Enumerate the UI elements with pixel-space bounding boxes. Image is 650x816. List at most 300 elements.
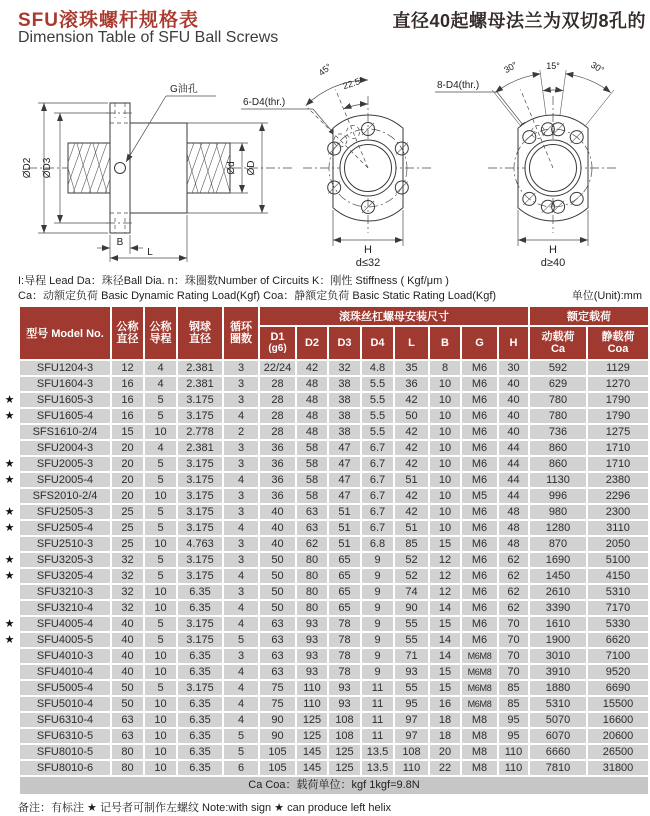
spec-cell: 48 [296, 376, 328, 392]
spec-cell: 58 [296, 488, 328, 504]
spec-cell: 6.7 [361, 440, 394, 456]
left-helix-star [1, 376, 19, 392]
model-no-cell: SFU1605-3 [19, 392, 111, 408]
spec-cell: 996 [529, 488, 587, 504]
spec-cell: 13.5 [361, 760, 394, 776]
spec-cell: 4 [223, 408, 259, 424]
spec-cell: 1880 [529, 680, 587, 696]
spec-cell: M6 [461, 440, 498, 456]
spec-cell: 3.175 [177, 552, 223, 568]
spec-cell: 62 [498, 600, 529, 616]
spec-cell: 38 [328, 408, 361, 424]
spec-cell: 63 [296, 504, 328, 520]
spec-cell: 85 [498, 680, 529, 696]
model-no-cell: SFU2005-3 [19, 456, 111, 472]
spec-cell: 110 [498, 744, 529, 760]
spec-cell: 10 [429, 472, 461, 488]
spec-cell: 13.5 [361, 744, 394, 760]
dim-label-l: L [147, 247, 153, 258]
spec-cell: 50 [259, 584, 296, 600]
spec-cell: 80 [296, 584, 328, 600]
model-no-cell: SFU3210-3 [19, 584, 111, 600]
spec-cell: 50 [111, 680, 144, 696]
spec-cell: 10 [429, 408, 461, 424]
spec-cell: 15 [429, 664, 461, 680]
table-row [1, 488, 649, 504]
spec-cell: 5330 [587, 616, 649, 632]
table-row [1, 712, 649, 728]
table-body [1, 360, 649, 776]
spec-cell: 2296 [587, 488, 649, 504]
spec-cell: 62 [498, 568, 529, 584]
spec-cell: 5 [144, 472, 177, 488]
spec-cell: 5 [144, 632, 177, 648]
spec-cell: 6.35 [177, 712, 223, 728]
spec-cell: 10 [429, 392, 461, 408]
spec-cell: 75 [259, 696, 296, 712]
page-subtitle: Dimension Table of SFU Ball Screws [18, 29, 279, 46]
spec-cell: M6 [461, 408, 498, 424]
spec-cell: 40 [259, 504, 296, 520]
table-row [1, 760, 649, 776]
spec-cell: 93 [328, 696, 361, 712]
spec-cell: 5 [144, 616, 177, 632]
spec-cell: 2.778 [177, 424, 223, 440]
spec-cell: 5 [144, 504, 177, 520]
table-row [1, 456, 649, 472]
spec-cell: 1450 [529, 568, 587, 584]
spec-cell: M6 [461, 552, 498, 568]
spec-cell: 5 [223, 744, 259, 760]
angle-225-label: 22.5° [341, 75, 365, 92]
spec-cell: 15 [111, 424, 144, 440]
spec-cell: 55 [394, 632, 429, 648]
spec-cell: 58 [296, 440, 328, 456]
spec-cell: 28 [259, 392, 296, 408]
spec-cell: 8 [429, 360, 461, 376]
spec-cell: 51 [328, 536, 361, 552]
spec-cell: 10 [144, 744, 177, 760]
technical-drawing [0, 56, 650, 276]
spec-cell: 780 [529, 408, 587, 424]
spec-cell: 108 [328, 712, 361, 728]
spec-cell: 97 [394, 712, 429, 728]
spec-cell: 70 [498, 616, 529, 632]
table-row [1, 376, 649, 392]
spec-cell: 1690 [529, 552, 587, 568]
spec-cell: 44 [498, 488, 529, 504]
spec-cell: 6 [223, 760, 259, 776]
spec-cell: 2610 [529, 584, 587, 600]
eight-holes-label: 8-D4(thr.) [437, 80, 480, 91]
spec-cell: 4 [223, 520, 259, 536]
spec-cell: 97 [394, 728, 429, 744]
left-helix-star: ★ [4, 458, 15, 470]
header-h: H [498, 326, 529, 360]
left-helix-star [1, 584, 19, 600]
spec-cell: 10 [429, 520, 461, 536]
spec-cell: 10 [144, 712, 177, 728]
spec-cell: 70 [498, 648, 529, 664]
spec-cell: 35 [394, 360, 429, 376]
spec-cell: 63 [296, 520, 328, 536]
spec-cell: M8 [461, 728, 498, 744]
spec-cell: 47 [328, 440, 361, 456]
spec-cell: 40 [259, 536, 296, 552]
spec-cell: 42 [394, 440, 429, 456]
spec-cell: 860 [529, 456, 587, 472]
spec-cell: 74 [394, 584, 429, 600]
spec-cell: 10 [144, 584, 177, 600]
table-row [1, 600, 649, 616]
model-no-cell: SFU6310-5 [19, 728, 111, 744]
spec-cell: 10 [144, 760, 177, 776]
spec-cell: 12 [429, 568, 461, 584]
spec-cell: 31800 [587, 760, 649, 776]
spec-cell: 1270 [587, 376, 649, 392]
spec-cell: 55 [394, 680, 429, 696]
spec-cell: 9 [361, 568, 394, 584]
cond-label-left: d≤32 [355, 257, 381, 269]
spec-cell: 3.175 [177, 568, 223, 584]
spec-cell: 3.175 [177, 392, 223, 408]
spec-cell: 9 [361, 648, 394, 664]
spec-cell: 44 [498, 472, 529, 488]
spec-cell: 9 [361, 616, 394, 632]
model-no-cell: SFU4010-4 [19, 664, 111, 680]
spec-cell: 6.35 [177, 696, 223, 712]
spec-cell: 10 [144, 600, 177, 616]
spec-cell: 6.35 [177, 664, 223, 680]
table-row [1, 472, 649, 488]
spec-cell: 9 [361, 664, 394, 680]
spec-cell: 48 [296, 408, 328, 424]
header-static-load: 静载荷 Coa [587, 326, 649, 360]
spec-cell: 90 [259, 728, 296, 744]
header-d1: D1 (g6) [259, 326, 296, 360]
left-helix-star: ★ [4, 618, 15, 630]
spec-cell: 5.5 [361, 376, 394, 392]
spec-cell: 110 [394, 760, 429, 776]
spec-cell: 125 [296, 728, 328, 744]
spec-cell: 736 [529, 424, 587, 440]
spec-cell: 52 [394, 552, 429, 568]
spec-cell: 93 [328, 680, 361, 696]
spec-cell: 50 [259, 568, 296, 584]
spec-cell: M8 [461, 744, 498, 760]
spec-cell: 9520 [587, 664, 649, 680]
flange-note-title: 直径40起螺母法兰为双切8孔的 [392, 11, 646, 31]
spec-cell: 3.175 [177, 488, 223, 504]
table-row [1, 632, 649, 648]
dim-label-D: ØD [246, 160, 257, 176]
spec-cell: 22 [429, 760, 461, 776]
spec-cell: 3 [223, 648, 259, 664]
spec-cell: 6.8 [361, 536, 394, 552]
spec-cell: M6M8 [461, 696, 498, 712]
spec-cell: 25 [111, 504, 144, 520]
spec-cell: 80 [111, 760, 144, 776]
spec-cell: 65 [328, 584, 361, 600]
model-no-cell: SFS1610-2/4 [19, 424, 111, 440]
spec-cell: 32 [111, 552, 144, 568]
spec-cell: 11 [361, 728, 394, 744]
spec-cell: 3.175 [177, 520, 223, 536]
spec-cell: 63 [111, 712, 144, 728]
header-d4: D4 [361, 326, 394, 360]
spec-cell: 25 [111, 536, 144, 552]
spec-cell: 28 [259, 408, 296, 424]
spec-cell: 11 [361, 696, 394, 712]
spec-cell: 40 [111, 664, 144, 680]
spec-cell: M6M8 [461, 648, 498, 664]
spec-cell: 36 [394, 376, 429, 392]
left-helix-star [1, 536, 19, 552]
spec-cell: 65 [328, 600, 361, 616]
spec-cell: 44 [498, 456, 529, 472]
spec-cell: 50 [394, 408, 429, 424]
spec-cell: 62 [498, 552, 529, 568]
model-no-cell: SFU6310-4 [19, 712, 111, 728]
spec-cell: 78 [328, 632, 361, 648]
spec-cell: M6M8 [461, 680, 498, 696]
left-helix-star [1, 488, 19, 504]
spec-cell: 42 [394, 424, 429, 440]
header-model: 型号 Model No. [19, 306, 111, 360]
spec-cell: 58 [296, 472, 328, 488]
spec-cell: 95 [498, 712, 529, 728]
table-row [1, 648, 649, 664]
spec-cell: 71 [394, 648, 429, 664]
spec-cell: M6 [461, 600, 498, 616]
spec-cell: 10 [429, 504, 461, 520]
spec-cell: 20600 [587, 728, 649, 744]
spec-cell: M6 [461, 504, 498, 520]
spec-cell: 51 [394, 520, 429, 536]
spec-cell: 870 [529, 536, 587, 552]
spec-cell: 78 [328, 664, 361, 680]
spec-cell: 38 [328, 392, 361, 408]
spec-cell: 11 [361, 712, 394, 728]
spec-cell: 14 [429, 600, 461, 616]
table-row [1, 616, 649, 632]
header-circuits: 循环 圈数 [223, 306, 259, 360]
spec-cell: 145 [296, 760, 328, 776]
spec-cell: 47 [328, 488, 361, 504]
header-ball-diameter: 钢球 直径 [177, 306, 223, 360]
spec-cell: 26500 [587, 744, 649, 760]
spec-cell: 3 [223, 488, 259, 504]
angle-30-left-label: 30° [502, 59, 519, 76]
spec-cell: 36 [259, 488, 296, 504]
spec-cell: 10 [144, 424, 177, 440]
oil-hole-icon [115, 163, 126, 174]
header-nominal-lead: 公称 导程 [144, 306, 177, 360]
spec-cell: 62 [296, 536, 328, 552]
table-row [1, 680, 649, 696]
spec-cell: 42 [296, 360, 328, 376]
spec-cell: 65 [328, 552, 361, 568]
spec-cell: M6 [461, 568, 498, 584]
spec-cell: 36 [259, 472, 296, 488]
spec-cell: 63 [259, 648, 296, 664]
spec-cell: 3 [223, 536, 259, 552]
spec-cell: 20 [111, 488, 144, 504]
spec-cell: M6 [461, 376, 498, 392]
left-helix-star: ★ [4, 554, 15, 566]
left-helix-star [1, 744, 19, 760]
spec-cell: 9 [361, 552, 394, 568]
model-no-cell: SFU5005-4 [19, 680, 111, 696]
spec-cell: 20 [111, 456, 144, 472]
dim-label-d2: ØD2 [22, 157, 33, 179]
header-mount-group: 滚珠丝杠螺母安装尺寸 [259, 306, 529, 326]
spec-cell: 7170 [587, 600, 649, 616]
spec-cell: 40 [498, 408, 529, 424]
left-helix-star [1, 760, 19, 776]
spec-cell: 6.35 [177, 648, 223, 664]
spec-cell: 14 [429, 632, 461, 648]
spec-cell: 6.7 [361, 488, 394, 504]
star-column-header [1, 306, 19, 360]
spec-cell: 10 [429, 376, 461, 392]
spec-cell: 25 [111, 520, 144, 536]
model-no-cell: SFU3210-4 [19, 600, 111, 616]
spec-cell: 42 [394, 488, 429, 504]
spec-cell: 70 [498, 664, 529, 680]
spec-cell: 40 [111, 632, 144, 648]
spec-cell: 3010 [529, 648, 587, 664]
left-helix-star [1, 424, 19, 440]
spec-cell: 9 [361, 632, 394, 648]
model-no-cell: SFU2005-4 [19, 472, 111, 488]
spec-cell: 4 [144, 376, 177, 392]
spec-cell: 3390 [529, 600, 587, 616]
spec-cell: 5.5 [361, 408, 394, 424]
spec-cell: 1610 [529, 616, 587, 632]
spec-cell: 3.175 [177, 632, 223, 648]
spec-cell: 4 [144, 440, 177, 456]
spec-cell: 4 [223, 568, 259, 584]
spec-cell: 1129 [587, 360, 649, 376]
spec-cell: 4 [223, 664, 259, 680]
spec-cell: 20 [111, 472, 144, 488]
spec-cell: 2380 [587, 472, 649, 488]
spec-cell: M6 [461, 392, 498, 408]
spec-cell: 3.175 [177, 680, 223, 696]
model-no-cell: SFU1604-3 [19, 376, 111, 392]
spec-cell: 3.175 [177, 472, 223, 488]
spec-cell: 12 [429, 584, 461, 600]
spec-cell: 6620 [587, 632, 649, 648]
spec-cell: 93 [394, 664, 429, 680]
spec-cell: 32 [111, 600, 144, 616]
table-row [1, 392, 649, 408]
spec-cell: 5070 [529, 712, 587, 728]
spec-cell: 145 [296, 744, 328, 760]
spec-cell: 3 [223, 392, 259, 408]
spec-cell: 4 [223, 472, 259, 488]
spec-cell: 51 [328, 504, 361, 520]
spec-cell: 40 [498, 376, 529, 392]
table-row [1, 360, 649, 376]
left-helix-star: ★ [4, 474, 15, 486]
spec-cell: 10 [144, 648, 177, 664]
spec-cell: 3 [223, 504, 259, 520]
spec-cell: 6.35 [177, 728, 223, 744]
model-no-cell: SFU2505-3 [19, 504, 111, 520]
spec-cell: 1130 [529, 472, 587, 488]
spec-cell: 6.35 [177, 584, 223, 600]
spec-cell: 1275 [587, 424, 649, 440]
model-no-cell: SFU2004-3 [19, 440, 111, 456]
spec-cell: 3 [223, 552, 259, 568]
spec-cell: 40 [259, 520, 296, 536]
spec-cell: 58 [296, 456, 328, 472]
spec-cell: 5.5 [361, 424, 394, 440]
spec-cell: 4.763 [177, 536, 223, 552]
spec-cell: M6 [461, 472, 498, 488]
spec-cell: 6.7 [361, 456, 394, 472]
table-row [1, 568, 649, 584]
spec-cell: 5 [144, 392, 177, 408]
spec-cell: 42 [394, 392, 429, 408]
table-row [1, 536, 649, 552]
spec-cell: 7810 [529, 760, 587, 776]
spec-cell: 11 [361, 680, 394, 696]
spec-cell: 980 [529, 504, 587, 520]
table-row [1, 520, 649, 536]
spec-cell: 2050 [587, 536, 649, 552]
spec-cell: 63 [259, 616, 296, 632]
model-no-cell: SFU1204-3 [19, 360, 111, 376]
spec-cell: 70 [498, 632, 529, 648]
spec-cell: 22/24 [259, 360, 296, 376]
spec-cell: 44 [498, 440, 529, 456]
legend-line-1: I:导程 Lead Da：珠径Ball Dia. n：珠圈数Number of Circuits K：刚性 Stiffness ( Kgf/μm ) [18, 275, 449, 287]
spec-cell: 108 [328, 728, 361, 744]
spec-cell: 16 [111, 392, 144, 408]
oil-hole-label: G油孔 [170, 84, 198, 95]
spec-cell: 6.35 [177, 760, 223, 776]
table-row [1, 440, 649, 456]
dim-label-h-right: H [549, 244, 557, 256]
spec-cell: 42 [394, 504, 429, 520]
six-holes-label: 6-D4(thr.) [243, 97, 286, 108]
dim-label-h-left: H [364, 244, 372, 256]
footnote: 备注：有标注 ★ 记号者可制作左螺纹 Note:with sign ★ can produce left helix [18, 802, 392, 814]
spec-cell: M6 [461, 520, 498, 536]
spec-cell: 63 [259, 664, 296, 680]
model-no-cell: SFU3205-4 [19, 568, 111, 584]
spec-cell: 80 [296, 568, 328, 584]
table-row [1, 664, 649, 680]
spec-cell: M8 [461, 760, 498, 776]
model-no-cell: SFS2010-2/4 [19, 488, 111, 504]
model-no-cell: SFU2505-4 [19, 520, 111, 536]
spec-cell: 5 [223, 728, 259, 744]
spec-cell: 93 [296, 648, 328, 664]
left-helix-star: ★ [4, 522, 15, 534]
spec-cell: 93 [296, 664, 328, 680]
spec-cell: 1710 [587, 440, 649, 456]
spec-cell: 16 [111, 376, 144, 392]
spec-cell: 10 [144, 728, 177, 744]
left-helix-star [1, 440, 19, 456]
left-helix-star: ★ [4, 634, 15, 646]
spec-cell: 16600 [587, 712, 649, 728]
spec-cell: M6 [461, 360, 498, 376]
